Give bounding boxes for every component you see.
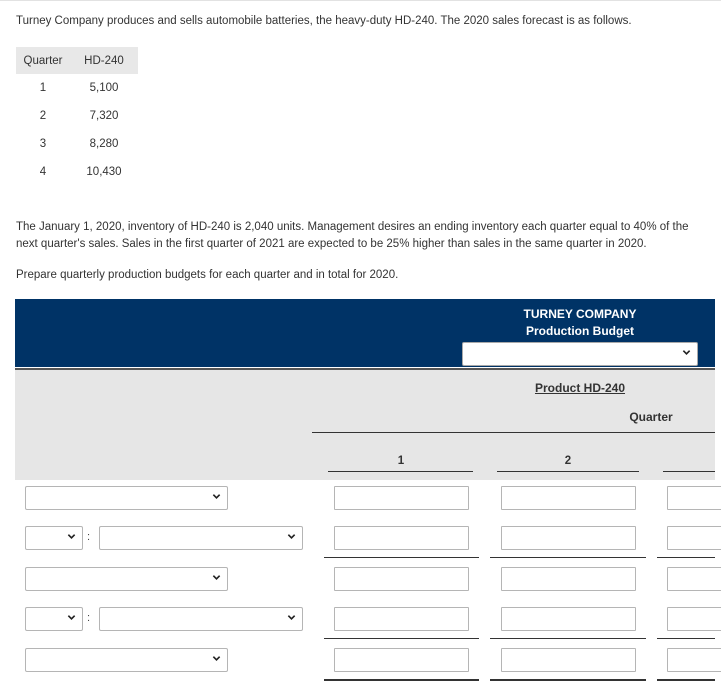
q3-input[interactable] <box>667 648 721 672</box>
forecast-header-product: HD-240 <box>84 54 124 67</box>
quarter-underline <box>312 432 715 433</box>
column-underline <box>663 471 715 472</box>
column-header-q2: 2 <box>564 455 572 467</box>
total-double-underline <box>490 679 646 681</box>
chevron-down-icon <box>287 613 296 622</box>
top-divider <box>0 0 721 1</box>
q3-input[interactable] <box>667 526 721 550</box>
q1-input[interactable] <box>334 648 469 672</box>
forecast-header-row <box>16 47 138 74</box>
subtotal-underline <box>490 557 646 558</box>
q2-input[interactable] <box>501 648 636 672</box>
row-label-select[interactable] <box>99 607 303 631</box>
column-header-q1: 1 <box>397 455 405 467</box>
subtotal-underline <box>324 557 479 558</box>
forecast-row <box>16 102 138 130</box>
total-double-underline <box>657 679 715 681</box>
forecast-value: 7,320 <box>89 110 119 122</box>
q2-input[interactable] <box>501 567 636 591</box>
q1-input[interactable] <box>334 486 469 510</box>
forecast-quarter: 3 <box>39 138 47 150</box>
sales-forecast-table <box>16 47 138 186</box>
q3-input[interactable] <box>667 607 721 631</box>
q1-input[interactable] <box>334 567 469 591</box>
row-label-select[interactable] <box>25 648 228 672</box>
chevron-down-icon <box>682 348 691 357</box>
column-underline <box>328 471 473 472</box>
instruction-text: Prepare quarterly production budgets for each quarter and in total for 2020. <box>16 269 399 281</box>
chevron-down-icon <box>212 573 221 582</box>
total-double-underline <box>324 679 479 681</box>
forecast-value: 8,280 <box>89 138 119 150</box>
subtotal-underline <box>490 638 646 639</box>
subtotal-underline <box>657 557 715 558</box>
q2-input[interactable] <box>501 486 636 510</box>
q2-input[interactable] <box>501 607 636 631</box>
forecast-row <box>16 130 138 158</box>
forecast-value: 10,430 <box>86 166 122 178</box>
chevron-down-icon <box>67 613 76 622</box>
q3-input[interactable] <box>667 486 721 510</box>
forecast-quarter: 2 <box>39 110 47 122</box>
product-title: Product HD-240 <box>534 381 626 395</box>
inventory-text-line2: next quarter's sales. Sales in the first quarter of 2021 are expected to be 25% higher than sales in the same quarter in 2020. <box>16 238 647 250</box>
row-label-select[interactable] <box>99 526 303 550</box>
quarter-label: Quarter <box>629 410 673 424</box>
company-name: TURNEY COMPANY <box>523 307 637 321</box>
subtotal-underline <box>324 638 479 639</box>
chevron-down-icon <box>67 532 76 541</box>
forecast-row <box>16 74 138 102</box>
operator-select[interactable] <box>25 526 83 550</box>
forecast-value: 5,100 <box>89 82 119 94</box>
label-separator: : <box>87 612 91 624</box>
chevron-down-icon <box>212 492 221 501</box>
q3-input[interactable] <box>667 567 721 591</box>
forecast-quarter: 4 <box>39 166 47 178</box>
operator-select[interactable] <box>25 607 83 631</box>
label-separator: : <box>87 531 91 543</box>
q2-input[interactable] <box>501 526 636 550</box>
budget-title: Production Budget <box>526 324 634 338</box>
intro-text: Turney Company produces and sells automobile batteries, the heavy-duty HD-240. The 2020 sales forecast is as follows. <box>16 15 632 27</box>
forecast-row <box>16 158 138 186</box>
row-label-select[interactable] <box>25 567 228 591</box>
forecast-header-quarter: Quarter <box>23 54 63 67</box>
period-select[interactable] <box>462 342 698 366</box>
q1-input[interactable] <box>334 607 469 631</box>
forecast-quarter: 1 <box>39 82 47 94</box>
row-label-select[interactable] <box>25 486 228 510</box>
column-underline <box>497 471 639 472</box>
chevron-down-icon <box>212 654 221 663</box>
inventory-text-line1: The January 1, 2020, inventory of HD-240 is 2,040 units. Management desires an ending inventory each quarter equal to 40% of the <box>16 221 689 233</box>
chevron-down-icon <box>287 532 296 541</box>
subtotal-underline <box>657 638 715 639</box>
q1-input[interactable] <box>334 526 469 550</box>
